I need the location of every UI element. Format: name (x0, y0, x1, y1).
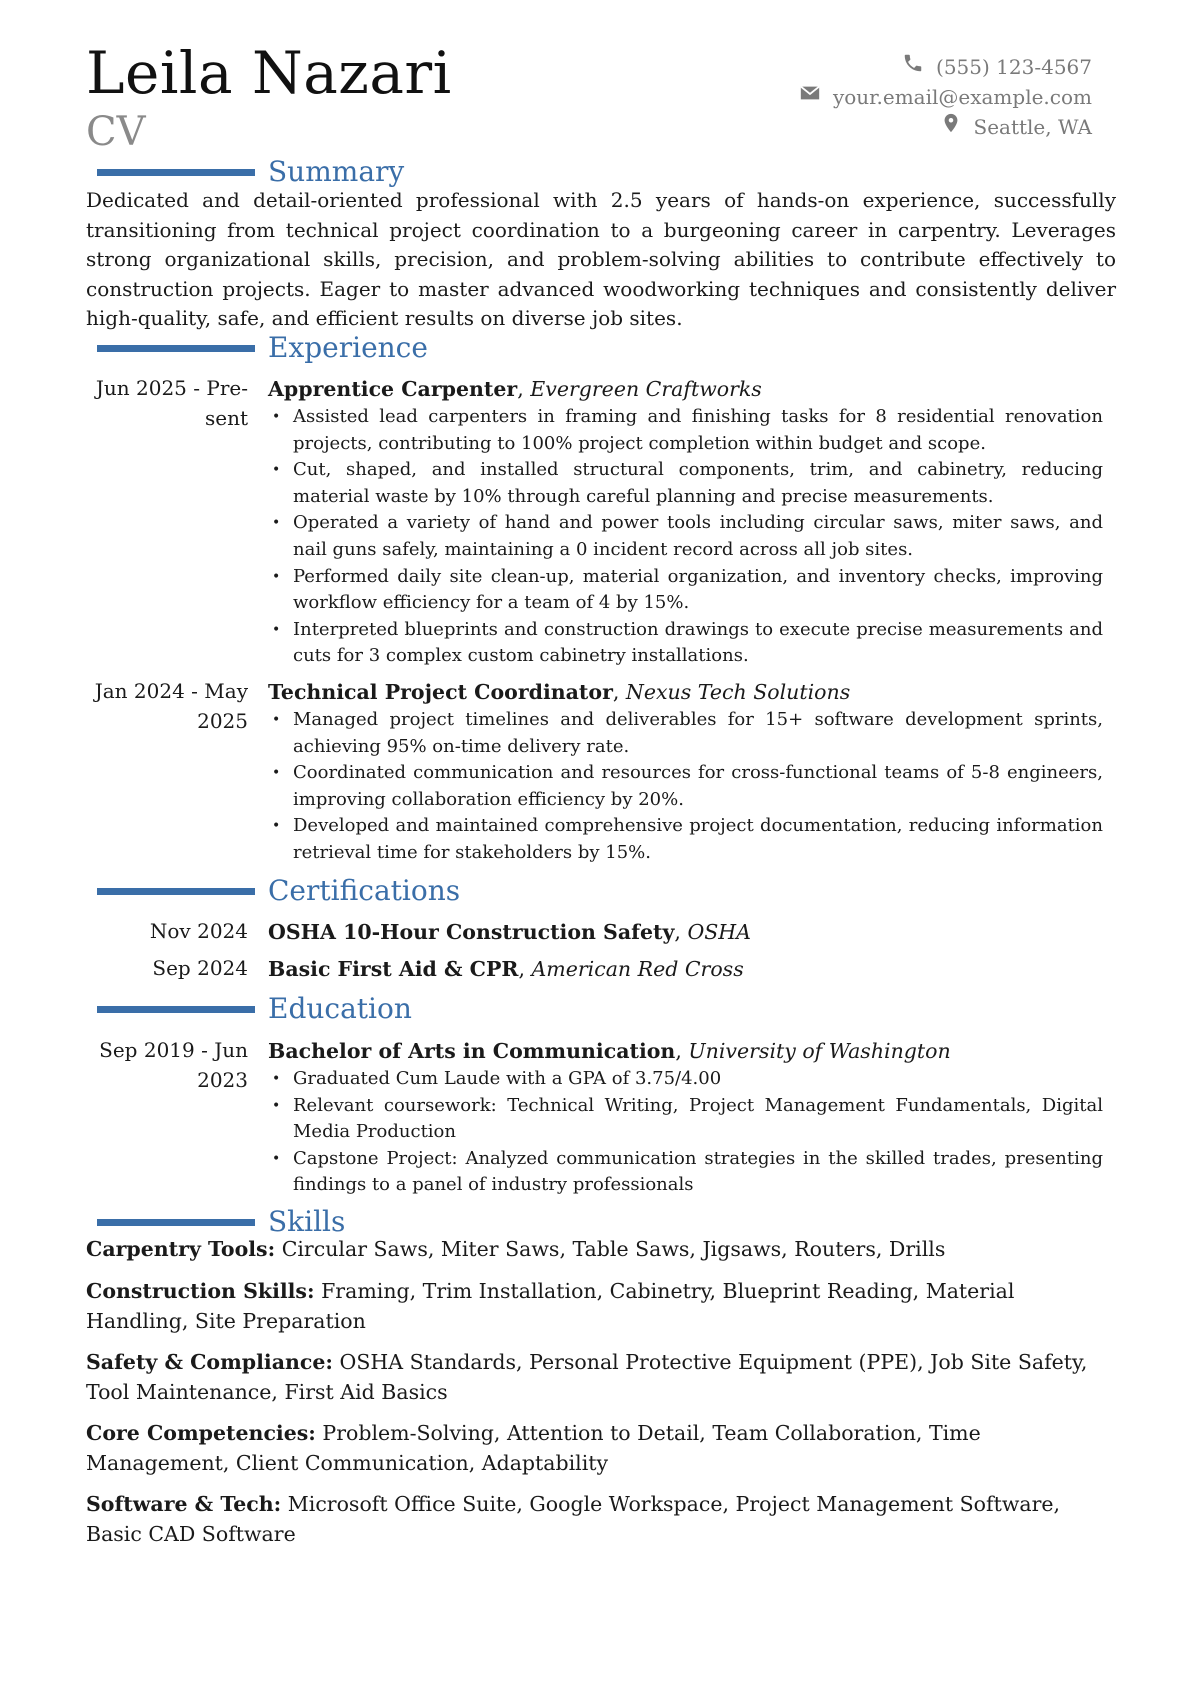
email-address[interactable]: your.email@example.com (832, 85, 1092, 109)
skill-label: Carpentry Tools: (86, 1237, 276, 1261)
document-type: CV (86, 109, 146, 155)
phone-icon (902, 52, 924, 82)
skill-row (86, 1419, 1116, 1478)
section-bar (97, 888, 255, 895)
section-title-skills: Skills (268, 1205, 346, 1238)
list-item: • Coordinated communication and resources for cross-functional teams of 5-8 engineers, improving collaboration efficiency by 20%. (272, 762, 1103, 810)
date-line: sent (204, 405, 248, 430)
bullet-icon: • (272, 712, 281, 728)
bullet-icon: • (272, 515, 281, 532)
envelope-icon (799, 82, 821, 112)
education-section (0, 992, 1190, 1026)
role-title: Technical Project Coordinator (268, 680, 613, 704)
entry-title: Apprentice Carpenter, Evergreen Craftworks (268, 377, 762, 401)
contact-block (799, 52, 1092, 142)
contact-phone (799, 52, 1092, 82)
bullet-icon: • (272, 1071, 281, 1087)
experience-section (0, 331, 1190, 365)
skill-value: Problem-Solving, Attention to Detail, Team Collaboration, Time Management, Client Communication, Adaptability (86, 1421, 981, 1475)
list-item: • Operated a variety of hand and power tools including circular saws, miter saws, and nail guns safely, maintaining a 0 incident record across all job sites. (272, 512, 1103, 560)
date-line: Jan 2024 - May (94, 679, 248, 703)
date-line: Jun 2025 - Pre- (95, 376, 248, 400)
skill-value: Circular Saws, Miter Saws, Table Saws, Jigsaws, Routers, Drills (281, 1237, 946, 1261)
entry-title: Bachelor of Arts in Communication, University of Washington (268, 1039, 951, 1063)
section-title-education: Education (268, 992, 412, 1025)
section-title-summary: Summary (268, 155, 405, 188)
date-line: 2025 (197, 708, 248, 733)
certification-name: OSHA 10-Hour Construction Safety (268, 920, 675, 944)
bullet-icon: • (272, 621, 281, 638)
entry-title: Basic First Aid & CPR, American Red Cross (268, 957, 744, 981)
skill-value: Microsoft Office Suite, Google Workspace, Project Management Software, Basic CAD Software (86, 1492, 1061, 1546)
bullet-icon: • (272, 1097, 281, 1114)
certification-name: Basic First Aid & CPR (268, 957, 519, 981)
section-bar (97, 169, 255, 176)
entry-date (78, 1036, 248, 1095)
list-item: • Managed project timelines and deliverables for 15+ software development sprints, achieving 95% on-time delivery rate. (272, 709, 1103, 757)
date-line: Sep 2019 - Jun (99, 1038, 248, 1062)
skill-row (86, 1235, 1116, 1265)
organization: American Red Cross (531, 957, 744, 981)
list-item: • Capstone Project: Analyzed communication strategies in the skilled trades, presenting findings to a panel of industry professionals (272, 1147, 1103, 1196)
entry-title: Technical Project Coordinator, Nexus Tech Solutions (268, 680, 851, 704)
bullet-icon: • (272, 409, 281, 425)
bullet-icon: • (272, 1150, 281, 1167)
bullet-icon: • (272, 818, 281, 835)
skill-row (86, 1348, 1116, 1407)
section-title-experience: Experience (268, 331, 428, 364)
school: University of Washington (688, 1039, 951, 1063)
list-item: • Performed daily site clean-up, material organization, and inventory checks, improving workflow efficiency for a team of 4 by 15%. (272, 565, 1103, 614)
skill-label: Safety & Compliance: (86, 1350, 333, 1374)
organization: Evergreen Craftworks (530, 377, 762, 401)
skill-label: Software & Tech: (86, 1492, 282, 1516)
organization: OSHA (687, 920, 751, 944)
summary-section (0, 155, 1190, 189)
bullet-icon: • (272, 462, 281, 479)
entry-date (78, 374, 248, 433)
skill-value: OSHA Standards, Personal Protective Equipment (PPE), Job Site Safety, Tool Maintenance, First Aid Basics (86, 1350, 1088, 1404)
phone-number[interactable]: (555) 123-4567 (936, 55, 1092, 79)
skill-row (86, 1490, 1116, 1549)
section-bar (97, 1006, 255, 1013)
section-title-certifications: Certifications (268, 874, 461, 907)
skills-section (0, 1205, 1190, 1239)
entry-title: OSHA 10-Hour Construction Safety, OSHA (268, 920, 751, 944)
entry-date: Sep 2024 (152, 956, 248, 980)
degree: Bachelor of Arts in Communication (268, 1039, 676, 1063)
organization: Nexus Tech Solutions (625, 680, 851, 704)
list-item: • Assisted lead carpenters in framing and finishing tasks for 8 residential renovation projects, contributing to 100% project completion within budget and scope. (272, 406, 1103, 454)
date-line: 2023 (197, 1067, 248, 1092)
skill-row (86, 1277, 1116, 1336)
certifications-section (0, 874, 1190, 908)
list-item: • Relevant coursework: Technical Writing, Project Management Fundamentals, Digital Media Production (272, 1094, 1103, 1143)
location-text: Seattle, WA (973, 115, 1092, 139)
section-bar (97, 345, 255, 352)
list-item: • Interpreted blueprints and construction drawings to execute precise measurements and cuts for 3 complex custom cabinetry installations. (272, 618, 1103, 667)
role-title: Apprentice Carpenter (268, 377, 518, 401)
location-pin-icon (940, 112, 962, 142)
section-bar (97, 1219, 255, 1226)
skill-label: Core Competencies: (86, 1421, 316, 1445)
bullet-icon: • (272, 568, 281, 585)
bullet-icon: • (272, 765, 281, 782)
contact-location (799, 112, 1092, 142)
summary-text: Dedicated and detail-oriented professional with 2.5 years of hands-on experience, successfully transitioning from technical project coordination to a burgeoning career in carpentry. Leverages strong organizational skills, precision, and problem-solving abilities to contribute effectively to construction projects. Eager to master advanced woodworking techniques and consistently deliver high-quality, safe, and efficient results on diverse job sites. (86, 188, 1116, 330)
entry-date: Nov 2024 (149, 919, 248, 943)
contact-email (799, 82, 1092, 112)
list-item: • Graduated Cum Laude with a GPA of 3.75/4.00 (268, 1066, 1103, 1093)
entry-date (78, 677, 248, 736)
candidate-name: Leila Nazari (86, 39, 452, 107)
skill-label: Construction Skills: (86, 1279, 315, 1303)
skill-value: Framing, Trim Installation, Cabinetry, Blueprint Reading, Material Handling, Site Preparation (86, 1279, 1015, 1333)
list-item: • Developed and maintained comprehensive project documentation, reducing information retrieval time for stakeholders by 15%. (272, 815, 1103, 863)
list-item: • Cut, shaped, and installed structural components, trim, and cabinetry, reducing material waste by 10% through careful planning and precise measurements. (272, 459, 1103, 507)
